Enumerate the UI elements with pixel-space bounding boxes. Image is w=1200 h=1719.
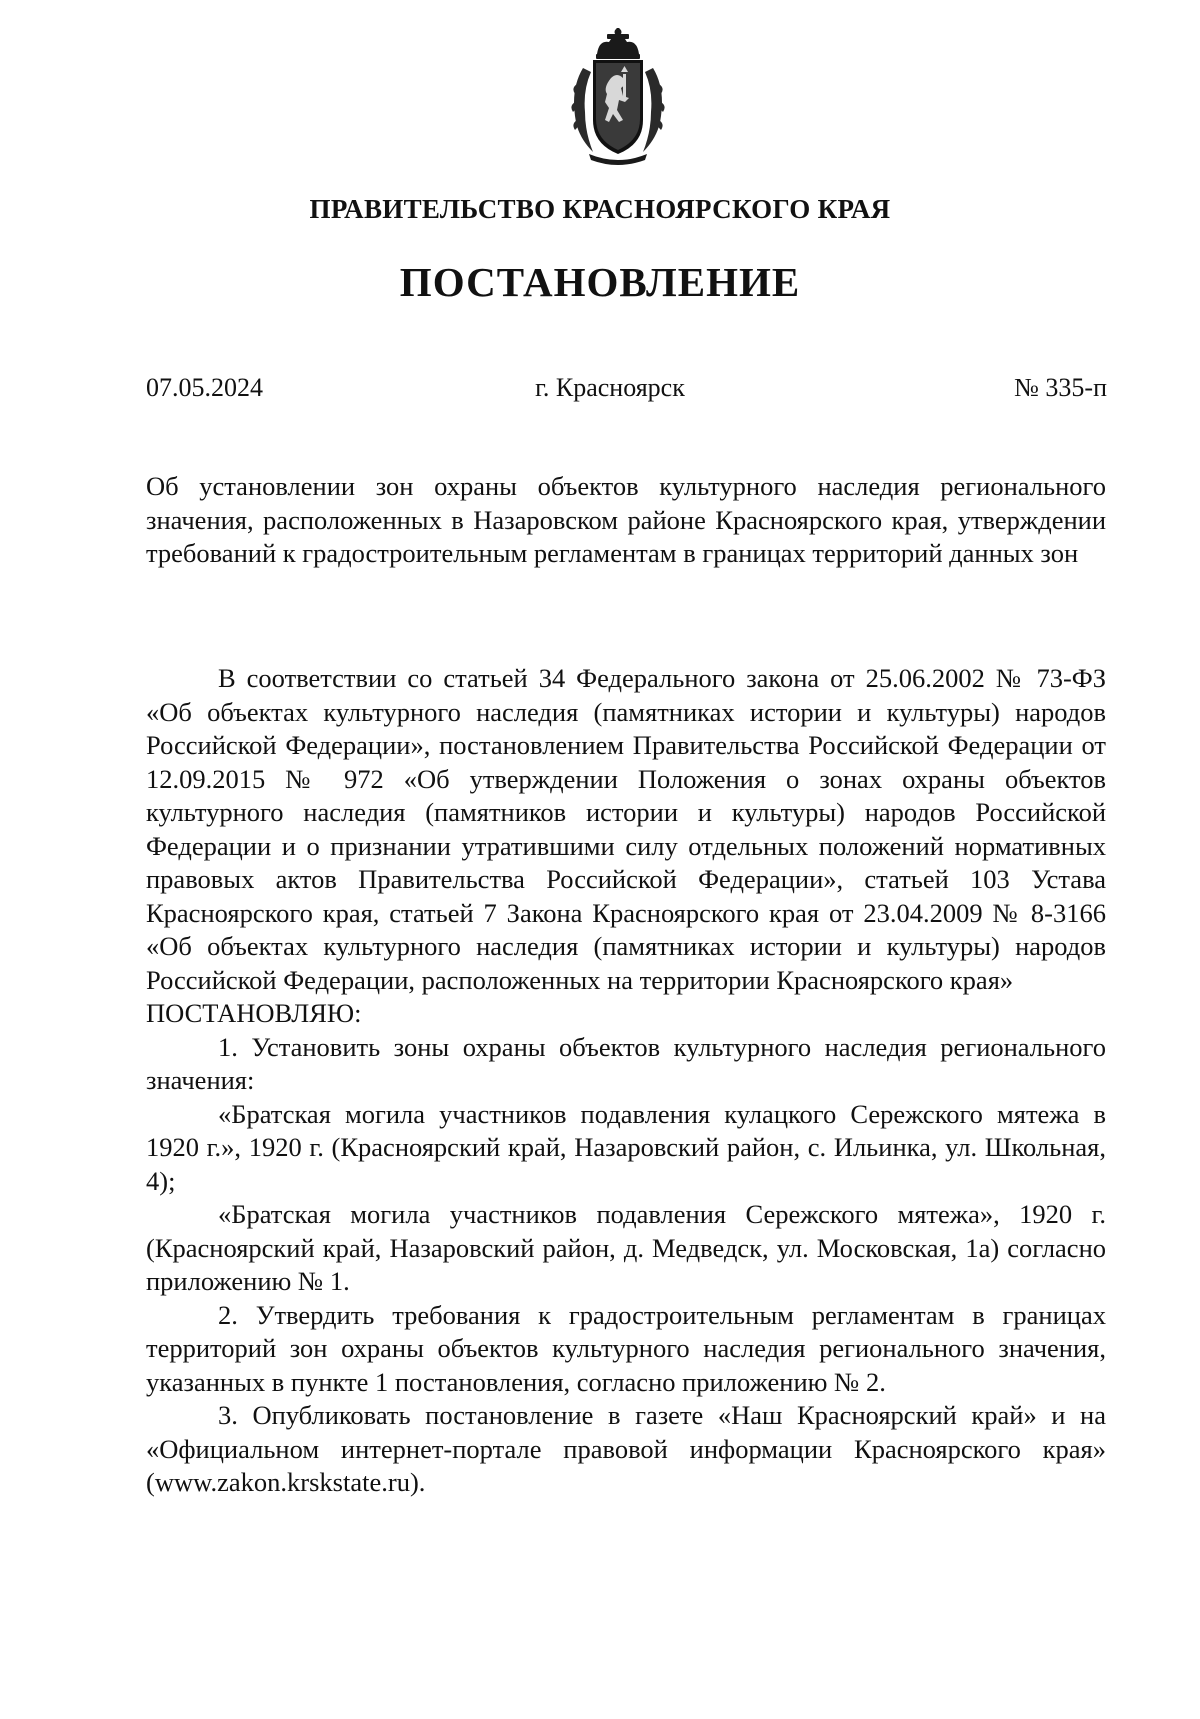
- item-2-paragraph: 2. Утвердить требования к градостроительным регламентам в границах территорий зон охраны объектов культурного наследия регионального значения, указанных в пункте 1 постановления, согласно приложению № 2.: [146, 1299, 1106, 1397]
- item-1-object-1: «Братская могила участников подавления кулацкого Сережского мятежа в 1920 г.», 1920 г. (Красноярский край, Назаровский район, с. Ильинка, ул. Школьная, 4);: [146, 1098, 1106, 1196]
- krasnoyarsk-coat-of-arms-icon: [563, 28, 673, 166]
- document-subject: Об установлении зон охраны объектов культурного наследия регионального значения, расположенных в Назаровском районе Красноярского края, утверждении требований к градостроительным регламентам в границах территорий данных зон: [146, 471, 1106, 568]
- document-type-title: ПОСТАНОВЛЕНИЕ: [399, 259, 801, 305]
- organization-name: ПРАВИТЕЛЬСТВО КРАСНОЯРСКОГО КРАЯ: [309, 194, 891, 224]
- decree-word: ПОСТАНОВЛЯЮ:: [146, 998, 362, 1028]
- preamble-paragraph: В соответствии со статьей 34 Федерального закона от 25.06.2002 № 73-ФЗ «Об объектах культурного наследия (памятниках истории и культуры) народов Российской Федерации», постановлением Правительства Российской Федерации от 12.09.2015 № 972 «Об утверждении Положения о зонах охраны объектов культурного наследия (памятников истории и культуры) народов Российской Федерации и о признании утратившими силу отдельных положений нормативных правовых актов Правительства Российской Федерации», статьей 103 Устава Красноярского края, статьей 7 Закона Красноярского края от 23.04.2009 № 8-3166 «Об объектах культурного наследия (памятниках истории и культуры) народов Российской Федерации, расположенных на территории Красноярского края»: [146, 663, 1106, 995]
- item-3-paragraph: 3. Опубликовать постановление в газете «Наш Красноярский край» и на «Официальном интернет-портале правовой информации Красноярского края» (www.zakon.krskstate.ru).: [146, 1400, 1106, 1497]
- document-city: г. Красноярск: [535, 373, 685, 402]
- document-date: 07.05.2024: [146, 373, 263, 402]
- document-number: № 335-п: [1014, 373, 1107, 402]
- document-body: [146, 662, 1106, 1500]
- item-1-paragraph: 1. Установить зоны охраны объектов культурного наследия регионального значения:: [146, 1031, 1106, 1095]
- item-1-object-2: «Братская могила участников подавления Сережского мятежа», 1920 г. (Красноярский край, Назаровский район, д. Медведск, ул. Московская, 1а) согласно приложению № 1.: [146, 1199, 1106, 1296]
